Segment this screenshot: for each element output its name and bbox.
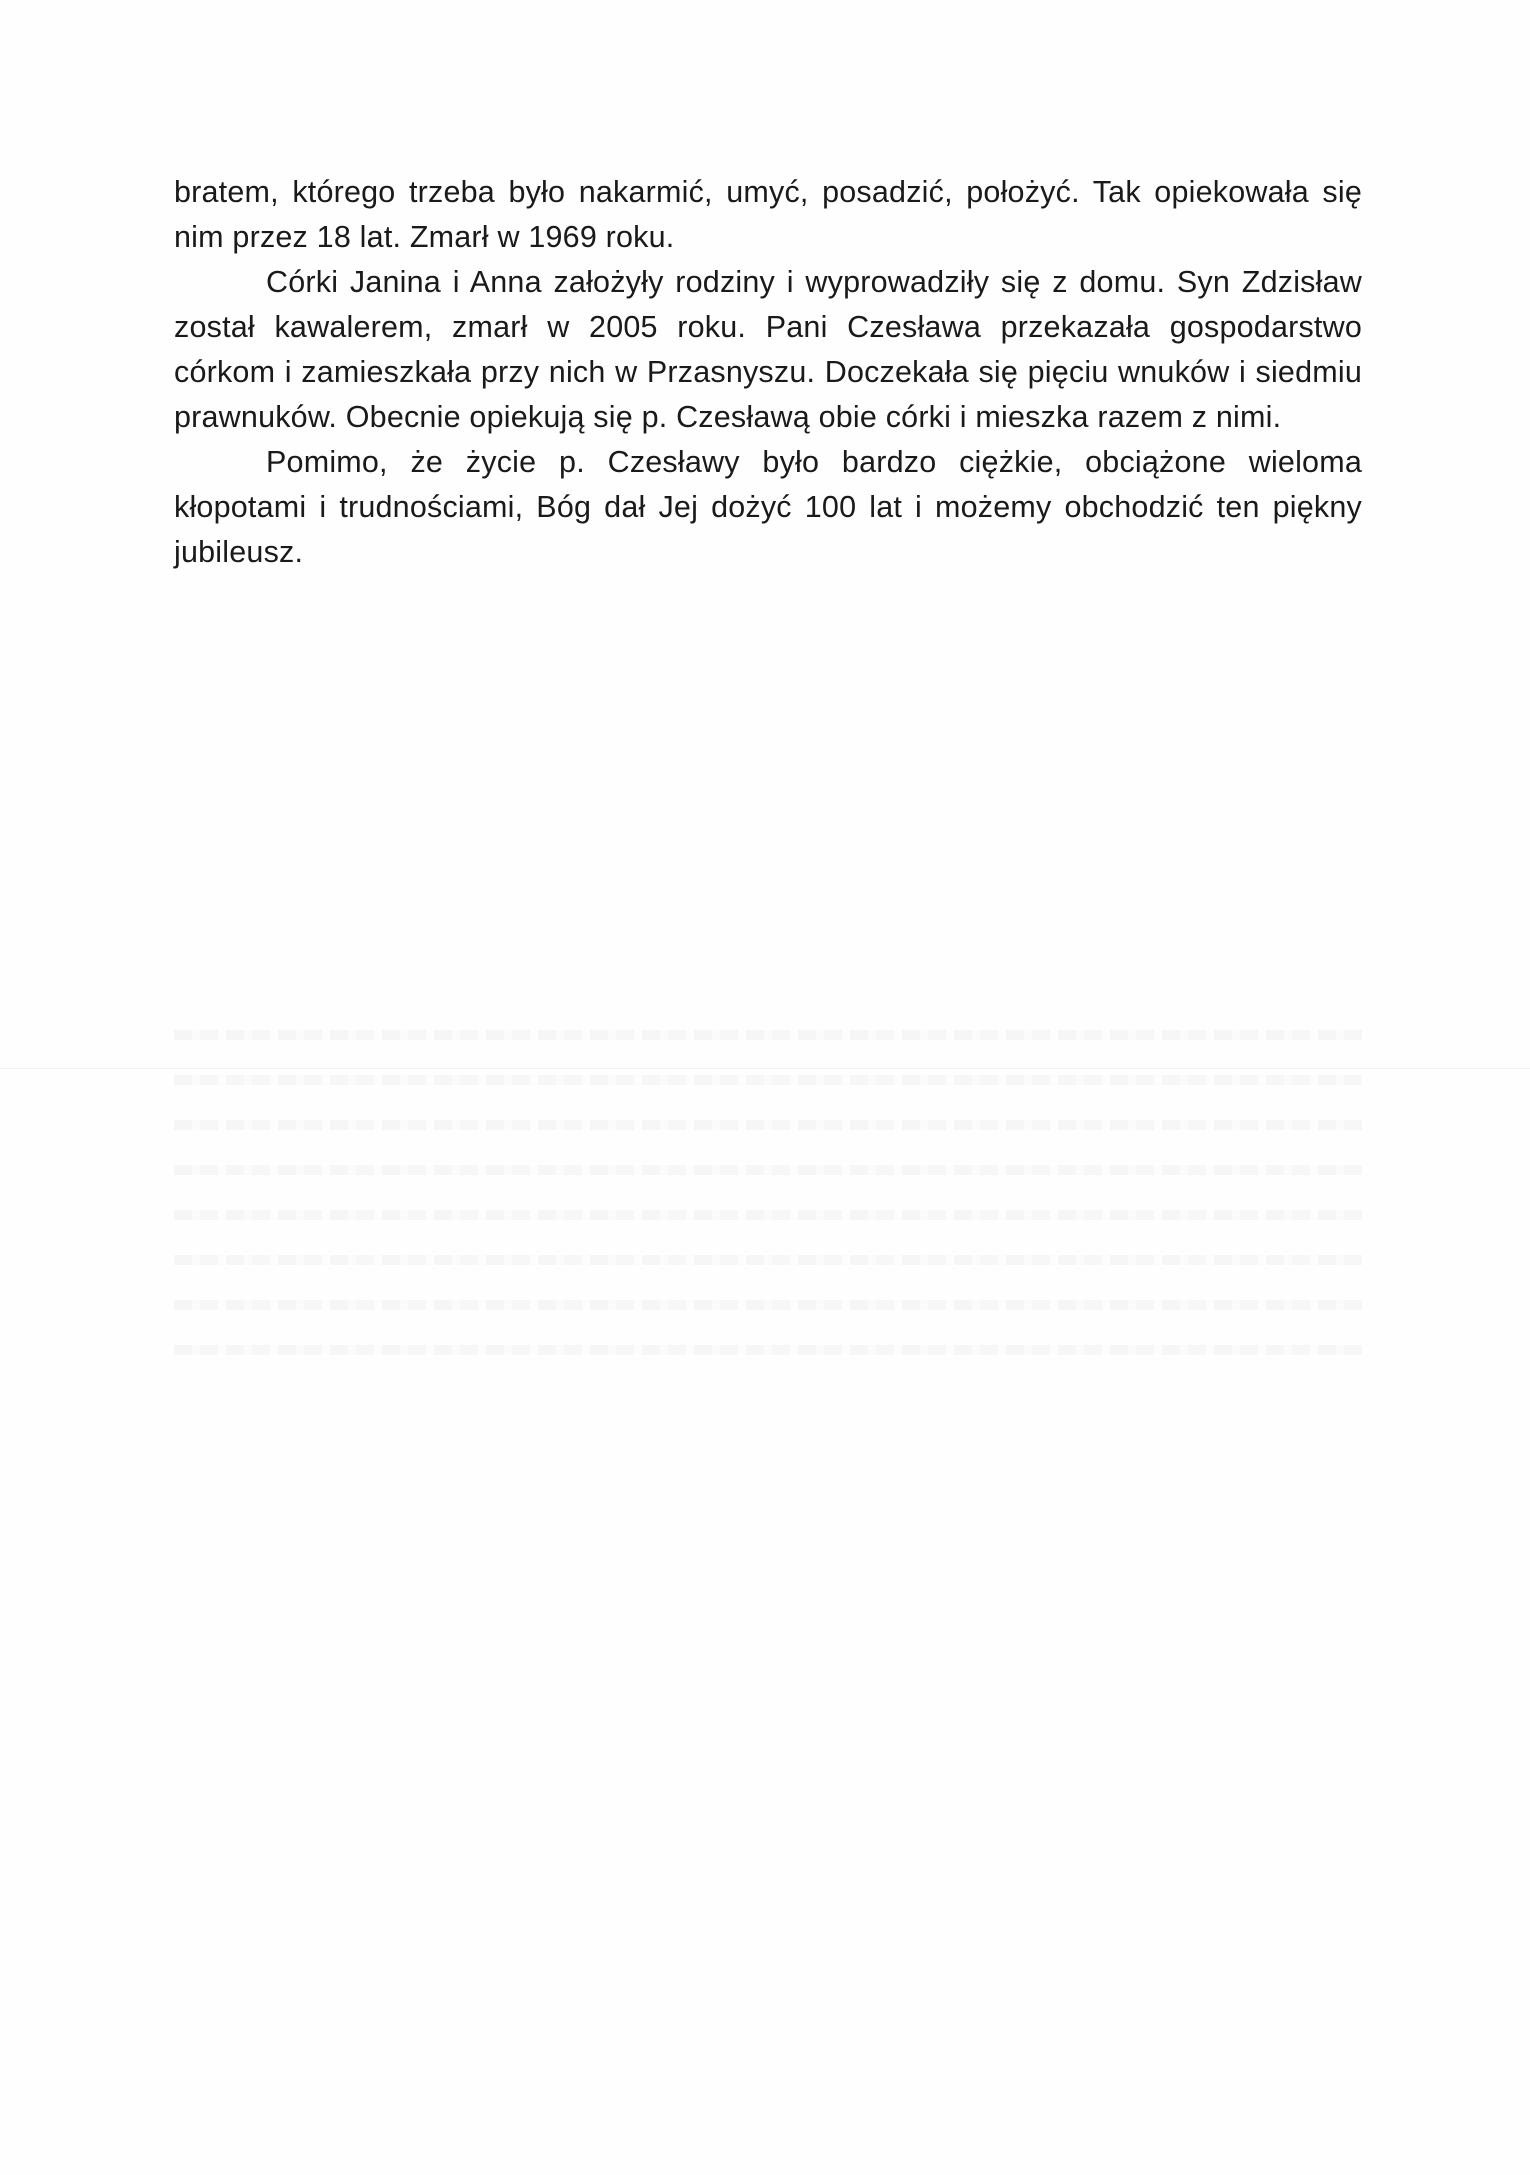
scan-show-through xyxy=(174,1030,1362,1040)
scan-show-through xyxy=(174,1345,1362,1355)
scan-show-through xyxy=(174,1120,1362,1130)
scan-show-through xyxy=(174,1210,1362,1220)
scan-show-through xyxy=(174,1165,1362,1175)
document-body xyxy=(174,170,1362,575)
scan-show-through xyxy=(174,1300,1362,1310)
scan-artifact-line xyxy=(0,1068,1530,1069)
paragraph-2: Córki Janina i Anna założyły rodziny i wyprowadziły się z domu. Syn Zdzisław został kawalerem, zmarł w 2005 roku. Pani Czesława przekazała gospodarstwo córkom i zamieszkała przy nich w Przasnyszu. Doczekała się pięciu wnuków i siedmiu prawnuków. Obecnie opiekują się p. Czesławą obie córki i mieszka razem z nimi. xyxy=(174,265,1362,434)
paragraph-1: bratem, którego trzeba było nakarmić, umyć, posadzić, położyć. Tak opiekowała się nim przez 18 lat. Zmarł w 1969 roku. xyxy=(174,175,1362,254)
scan-show-through xyxy=(174,1255,1362,1265)
paragraph-3: Pomimo, że życie p. Czesławy było bardzo ciężkie, obciążone wieloma kłopotami i trudnościami, Bóg dał Jej dożyć 100 lat i możemy obchodzić ten piękny jubileusz. xyxy=(174,445,1362,569)
scan-show-through xyxy=(174,1075,1362,1085)
